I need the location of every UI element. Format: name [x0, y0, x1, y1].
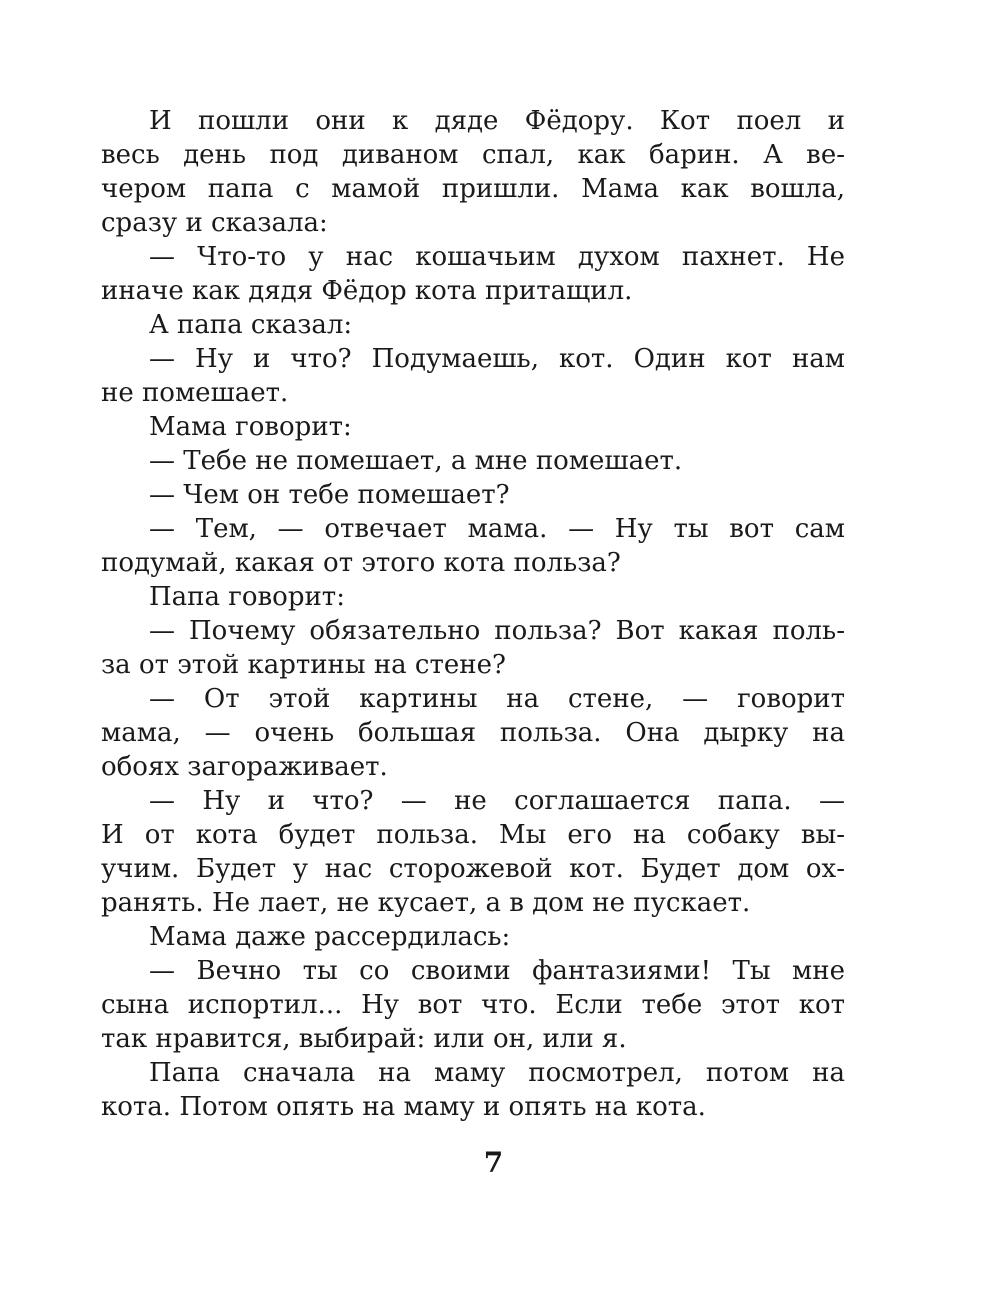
text-line: за от этой картины на стене?: [101, 650, 506, 680]
text-line: — Чем он тебе помешает?: [149, 480, 510, 510]
text-line: И от кота будет польза. Мы его на собаку вы-: [101, 820, 845, 850]
text-line: не помешает.: [101, 378, 289, 408]
text-line: Папа сначала на маму посмотрел, потом на: [149, 1058, 845, 1088]
text-line: — От этой картины на стене, — говорит: [149, 684, 845, 714]
page-number: 7: [483, 1146, 504, 1179]
text-line: так нравится, выбирай: или он, или я.: [101, 1024, 627, 1054]
text-line: — Тебе не помешает, а мне помешает.: [149, 446, 683, 476]
text-line: учим. Будет у нас сторожевой кот. Будет дом ох-: [101, 854, 845, 884]
text-line: — Что-то у нас кошачьим духом пахнет. Не: [149, 242, 845, 272]
text-line: — Тем, — отвечает мама. — Ну ты вот сам: [149, 514, 845, 544]
text-line: — Почему обязательно польза? Вот какая поль-: [149, 616, 845, 646]
text-line: — Ну и что? — не соглашается папа. —: [149, 786, 845, 816]
text-line: подумай, какая от этого кота польза?: [101, 548, 621, 578]
text-line: — Ну и что? Подумаешь, кот. Один кот нам: [149, 344, 845, 374]
text-line: Мама даже рассердилась:: [149, 922, 511, 952]
text-line: иначе как дядя Фёдор кота притащил.: [101, 276, 633, 306]
text-line: сына испортил... Ну вот что. Если тебе этот кот: [101, 990, 845, 1020]
text-line: обоях загораживает.: [101, 752, 388, 782]
text-line: А папа сказал:: [149, 310, 353, 340]
story-text: [101, 104, 845, 1124]
text-line: Папа говорит:: [149, 582, 345, 612]
text-line: ранять. Не лает, не кусает, а в дом не пускает.: [101, 888, 751, 918]
text-line: сразу и сказала:: [101, 208, 328, 238]
text-line: кота. Потом опять на маму и опять на кота.: [101, 1092, 706, 1122]
text-line: весь день под диваном спал, как барин. А ве-: [101, 140, 845, 170]
text-line: мама, — очень большая польза. Она дырку на: [101, 718, 845, 748]
text-line: Мама говорит:: [149, 412, 352, 442]
text-line: — Вечно ты со своими фантазиями! Ты мне: [149, 956, 845, 986]
text-line: И пошли они к дяде Фёдору. Кот поел и: [149, 106, 845, 136]
text-line: чером папа с мамой пришли. Мама как вошла,: [101, 174, 845, 204]
